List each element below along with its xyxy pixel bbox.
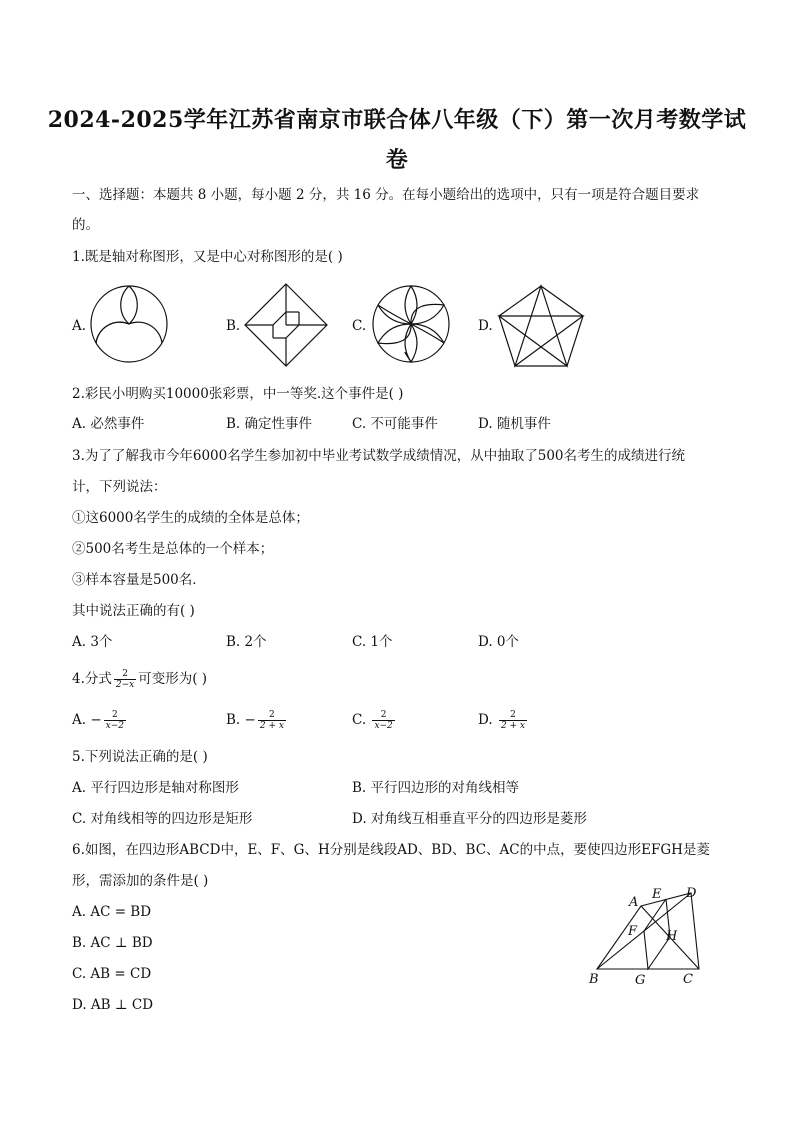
label-F: F: [628, 924, 638, 939]
q1-option-a-label: A.: [72, 318, 87, 334]
q4-option-c: [352, 710, 397, 731]
question-5-stem: 5.下列说法正确的是( ): [72, 749, 208, 765]
question-3-stem-cont: 计，下列说法：: [72, 479, 167, 495]
q1-option-c-label: C.: [352, 318, 367, 334]
q4-option-a-num: 2: [104, 710, 126, 721]
q4-option-b-fraction: [258, 710, 286, 731]
q4-option-a-label: A. −: [72, 712, 102, 728]
q3-option-a: A. 3个: [72, 634, 113, 650]
q3-option-d: D. 0个: [478, 634, 520, 650]
label-H: H: [666, 929, 678, 944]
q5-option-b: B. 平行四边形的对角线相等: [352, 780, 520, 796]
q2-option-a: A. 必然事件: [72, 416, 145, 432]
figure-quadrilateral-abcd: [583, 884, 713, 990]
q6-option-b: B. AC ⊥ BD: [72, 935, 153, 951]
q4-option-a: [72, 710, 128, 731]
question-2-stem: 2.彩民小明购买10000张彩票，中一等奖.这个事件是( ): [72, 386, 404, 402]
q2-option-c: C. 不可能事件: [352, 416, 438, 432]
figure-pentagram-in-pentagon: [496, 284, 586, 368]
q6-option-c: C. AB = CD: [72, 966, 152, 982]
document-title-line1: 2024-2025学年江苏省南京市联合体八年级（下）第一次月考数学试: [47, 107, 747, 133]
q4-stem-fraction: [114, 669, 136, 690]
figure-three-arc-circle: [89, 284, 169, 364]
q4-option-d-num: 2: [499, 710, 527, 721]
q4-option-b-label: B. −: [226, 712, 256, 728]
q1-option-d-label: D.: [478, 318, 493, 334]
figure-square-pinwheel: [243, 282, 329, 368]
label-G: G: [635, 973, 646, 988]
q6-option-a: A. AC = BD: [72, 904, 152, 920]
q4-option-c-den: x−2: [374, 721, 393, 731]
q3-option-b: B. 2个: [226, 634, 267, 650]
question-6-stem-cont: 形，需添加的条件是( ): [72, 873, 209, 889]
q3-statement-3: ③样本容量是500名．: [72, 572, 206, 588]
q2-option-b: B. 确定性事件: [226, 416, 313, 432]
q4-option-b: [226, 710, 288, 731]
q4-stem-pre: 4.分式: [72, 671, 112, 687]
q4-option-d-label: D.: [478, 712, 497, 728]
q5-option-a: A. 平行四边形是轴对称图形: [72, 780, 239, 796]
q4-option-c-fraction: [372, 710, 394, 731]
q3-statement-2: ②500名考生是总体的一个样本；: [72, 541, 274, 557]
q4-option-d-den: 2 + x: [500, 721, 526, 731]
q4-option-b-num: 2: [258, 710, 286, 721]
document-title-line2: 卷: [385, 147, 409, 173]
figure-six-petal-flower: [371, 284, 451, 364]
q6-option-d: D. AB ⊥ CD: [72, 997, 154, 1013]
q4-option-a-den: x−2: [105, 721, 124, 731]
q3-ask: 其中说法正确的有( ): [72, 603, 195, 619]
q5-option-d: D. 对角线互相垂直平分的四边形是菱形: [352, 811, 587, 827]
section-header: 一、选择题：本题共 8 小题，每小题 2 分，共 16 分。在每小题给出的选项中，只有一项是符合题目要求: [72, 187, 700, 203]
q4-option-b-den: 2 + x: [259, 721, 284, 731]
q4-option-c-num: 2: [372, 710, 394, 721]
q2-option-d: D. 随机事件: [478, 416, 551, 432]
q4-stem-num: 2: [114, 669, 136, 680]
label-E: E: [652, 887, 662, 902]
question-6-stem: 6.如图，在四边形ABCD中，E、F、G、H分别是线段AD、BD、BC、AC的中点，要使四边形EFGH是菱: [72, 842, 710, 858]
label-A: A: [629, 895, 639, 910]
question-1-stem: 1.既是轴对称图形，又是中心对称图形的是( ): [72, 249, 343, 265]
question-3-stem: 3.为了了解我市今年6000名学生参加初中毕业考试数学成绩情况，从中抽取了500名考生的成绩进行统: [72, 448, 686, 464]
label-C: C: [683, 972, 693, 987]
q3-option-c: C. 1个: [352, 634, 393, 650]
label-D: D: [686, 886, 697, 901]
q4-stem-post: 可变形为( ): [138, 671, 208, 687]
q4-option-d-fraction: [499, 710, 527, 731]
question-4-stem: [72, 669, 207, 690]
q4-option-a-fraction: [104, 710, 126, 731]
q4-stem-den: 2−x: [115, 680, 135, 690]
q4-option-d: [478, 710, 529, 731]
q5-option-c: C. 对角线相等的四边形是矩形: [72, 811, 253, 827]
section-header-cont: 的。: [72, 217, 99, 233]
q1-option-b-label: B.: [226, 318, 241, 334]
q4-option-c-label: C.: [352, 712, 371, 728]
label-B: B: [589, 972, 599, 987]
q3-statement-1: ①这6000名学生的成绩的全体是总体；: [72, 510, 309, 526]
